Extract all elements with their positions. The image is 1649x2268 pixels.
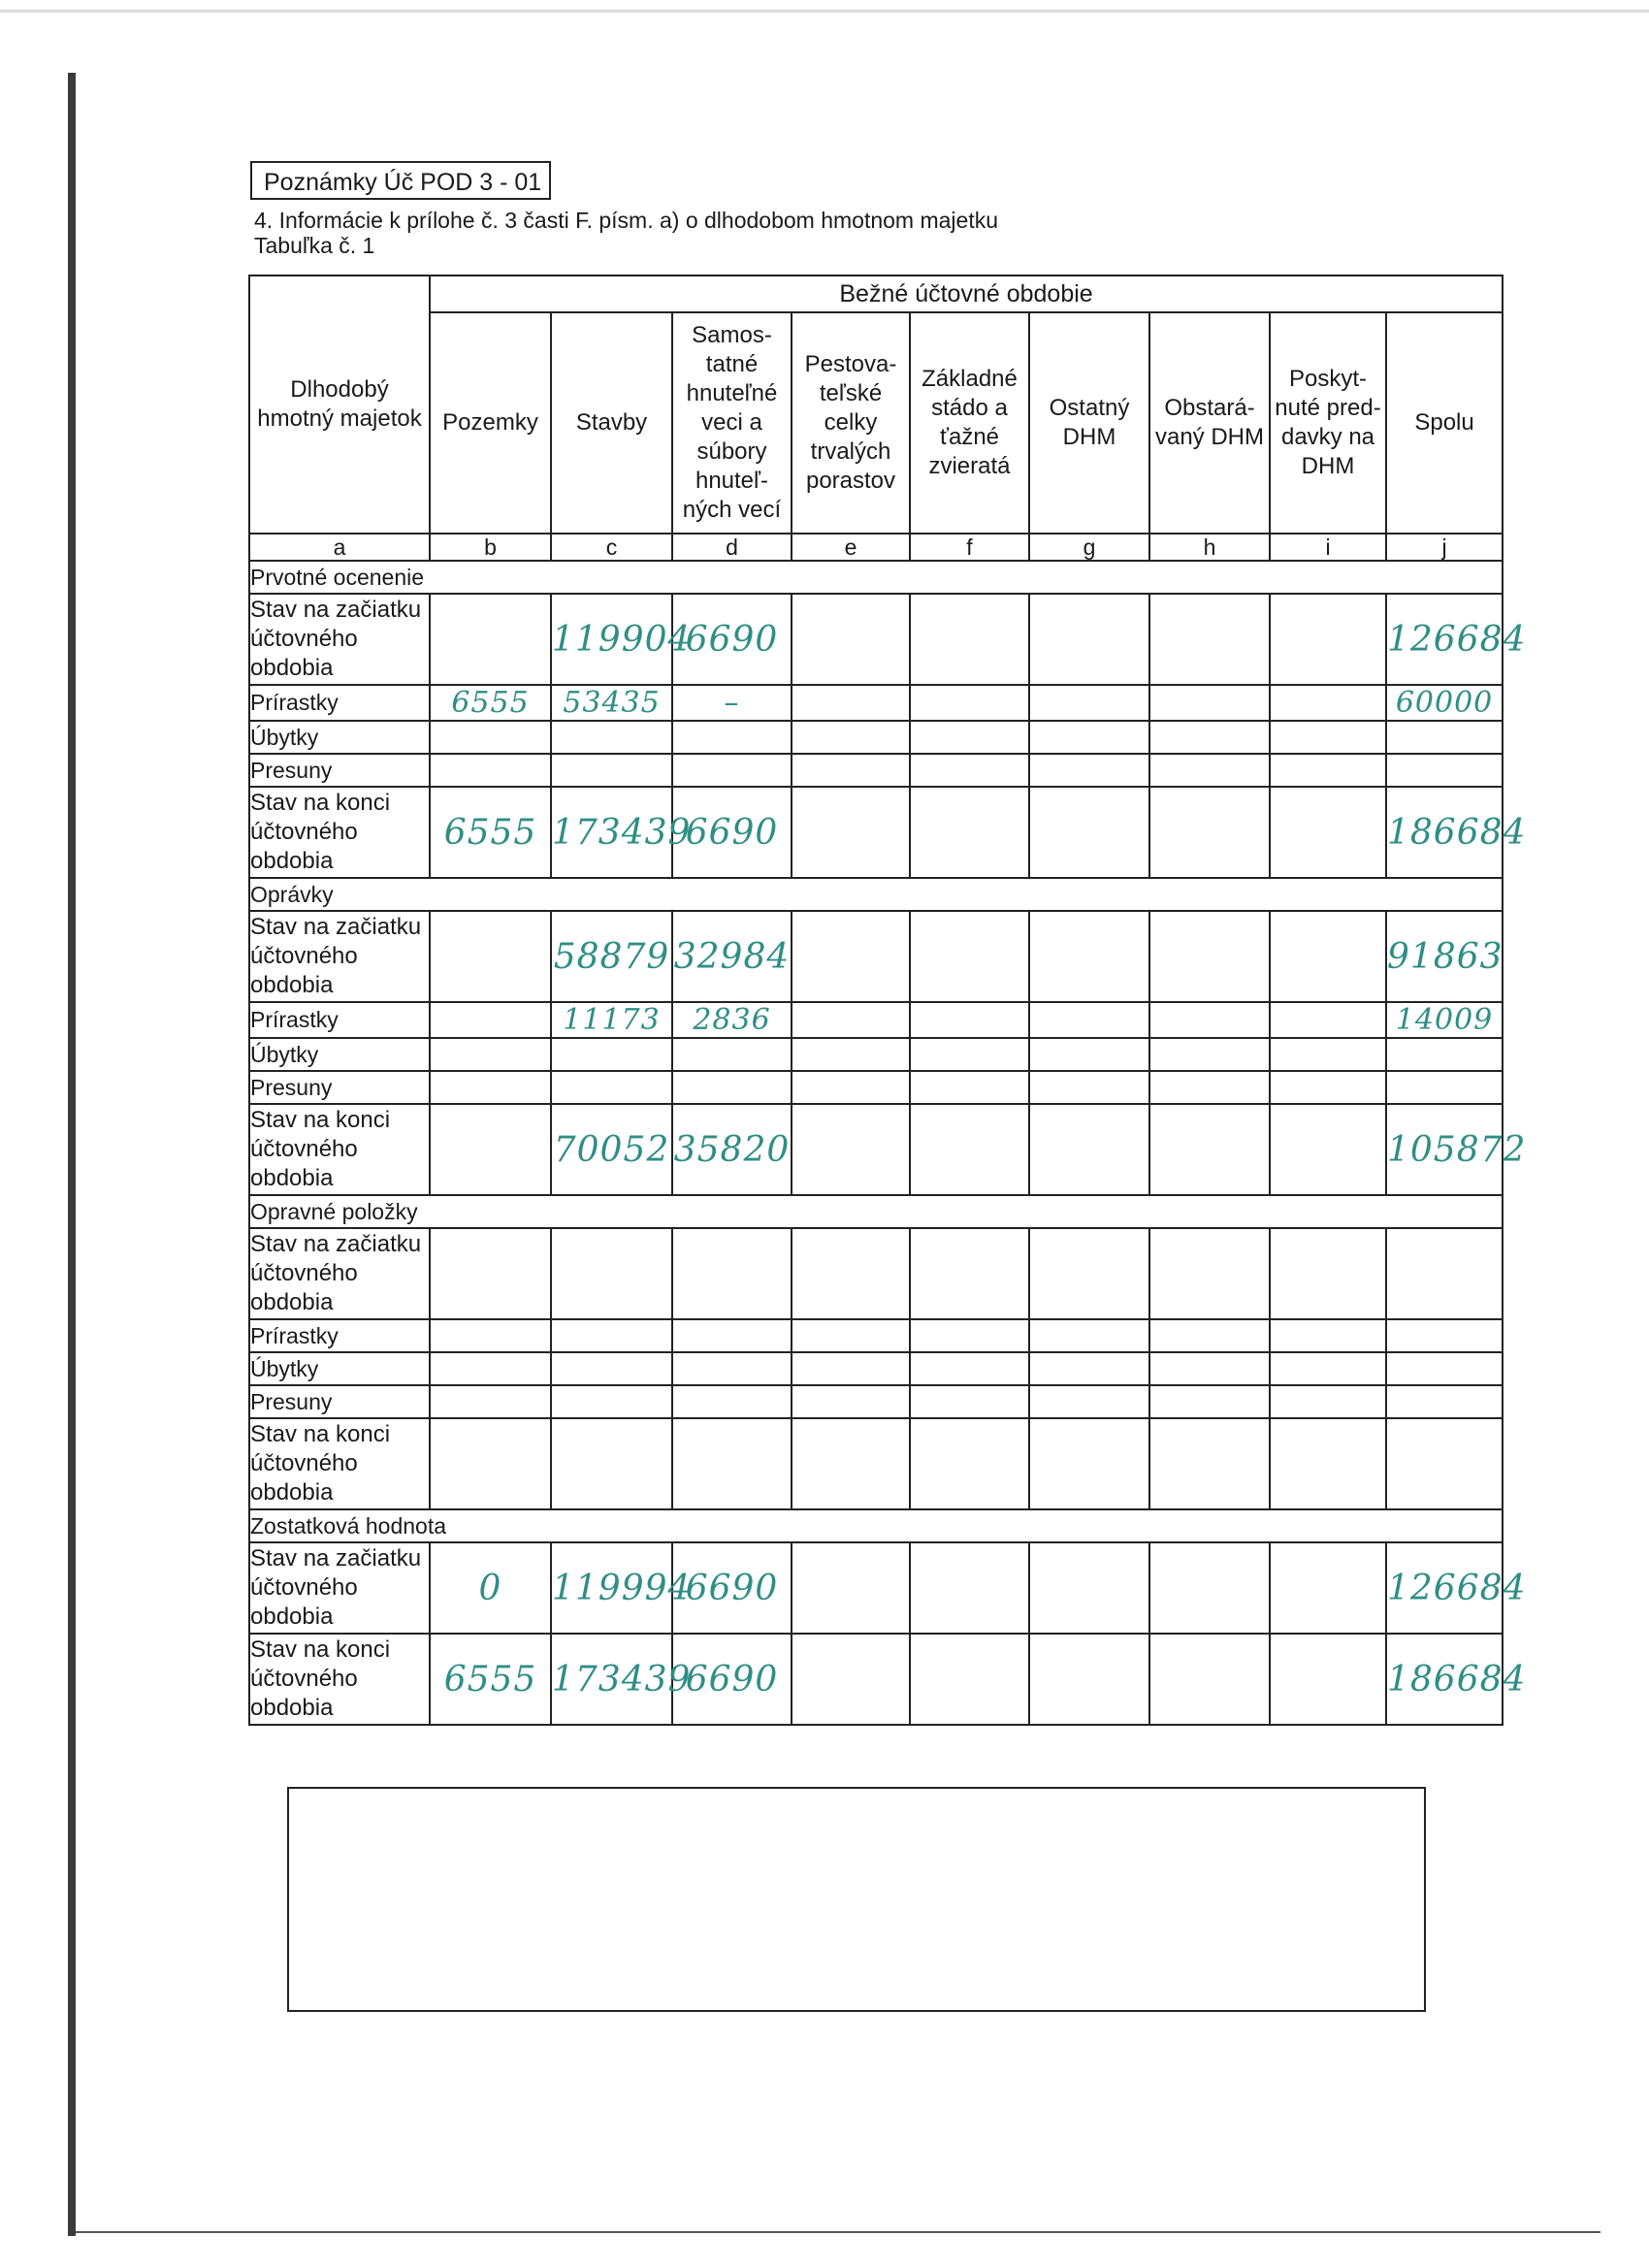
- table-row: [249, 1228, 1503, 1319]
- value-cell: [1029, 754, 1149, 787]
- page-heading: 4. Informácie k prílohe č. 3 časti F. písm. a) o dlhodobom hmotnom majetku: [254, 208, 999, 233]
- value-cell: [1386, 1071, 1503, 1104]
- row-label: Presuny: [249, 1385, 430, 1418]
- value-cell: [1029, 1071, 1149, 1104]
- value-cell: [1029, 685, 1149, 721]
- col-header: Obstará- vaný DHM: [1149, 312, 1270, 534]
- table-row: [249, 685, 1503, 721]
- value-cell: 6555: [430, 1634, 551, 1725]
- col-header: Pestova- teľské celky trvalých porastov: [792, 312, 910, 534]
- col-letter: g: [1029, 534, 1149, 561]
- value-cell: [551, 1385, 672, 1418]
- value-cell: [792, 1071, 910, 1104]
- value-cell: 70052: [551, 1104, 672, 1195]
- value-cell: 6690: [672, 1542, 792, 1634]
- value-cell: [792, 787, 910, 878]
- table-row: [249, 721, 1503, 754]
- value-cell: [1029, 1002, 1149, 1038]
- value-cell: [1270, 1002, 1386, 1038]
- value-cell: [1270, 685, 1386, 721]
- scan-edge-top: [0, 10, 1649, 13]
- value-cell: [910, 1319, 1029, 1352]
- value-cell: [1029, 1104, 1149, 1195]
- value-cell: [1149, 1002, 1270, 1038]
- value-cell: [1270, 1352, 1386, 1385]
- section-row: [249, 1195, 1503, 1228]
- col-header: Základné stádo a ťažné zvieratá: [910, 312, 1029, 534]
- value-cell: [430, 594, 551, 685]
- value-cell: 6555: [430, 787, 551, 878]
- value-cell: [1270, 1319, 1386, 1352]
- value-cell: [672, 1385, 792, 1418]
- value-cell: [551, 1418, 672, 1509]
- section-title: Opravné položky: [249, 1195, 1503, 1228]
- value-cell: [1149, 1228, 1270, 1319]
- value-cell: [1029, 1418, 1149, 1509]
- row-label: Úbytky: [249, 721, 430, 754]
- row-label: Prírastky: [249, 1319, 430, 1352]
- value-cell: 6690: [672, 594, 792, 685]
- value-cell: [430, 1385, 551, 1418]
- section-row: [249, 878, 1503, 911]
- value-cell: [910, 594, 1029, 685]
- value-cell: [792, 685, 910, 721]
- value-cell: 173439: [551, 1634, 672, 1725]
- value-cell: [430, 1418, 551, 1509]
- value-cell: [551, 1352, 672, 1385]
- value-cell: [910, 685, 1029, 721]
- value-cell: [1270, 1418, 1386, 1509]
- value-cell: [430, 1071, 551, 1104]
- value-cell: [1149, 685, 1270, 721]
- value-cell: [1149, 1071, 1270, 1104]
- row-label: Stav na konci účtovného obdobia: [249, 787, 430, 878]
- form-code-box: Poznámky Úč POD 3 - 01: [250, 161, 551, 200]
- col-header: Samos- tatné hnuteľné veci a súbory hnuteľ- ných vecí: [672, 312, 792, 534]
- row-label: Presuny: [249, 1071, 430, 1104]
- row-header: Dlhodobý hmotný majetok: [249, 275, 430, 534]
- table-row: [249, 1542, 1503, 1634]
- value-cell: [1270, 594, 1386, 685]
- value-cell: [1149, 1038, 1270, 1071]
- value-cell: [1386, 721, 1503, 754]
- value-cell: [910, 1542, 1029, 1634]
- value-cell: [792, 1228, 910, 1319]
- value-cell: 35820: [672, 1104, 792, 1195]
- column-letters: [249, 534, 1503, 561]
- value-cell: [910, 1385, 1029, 1418]
- row-label: Úbytky: [249, 1038, 430, 1071]
- value-cell: [910, 1071, 1029, 1104]
- value-cell: [910, 1352, 1029, 1385]
- value-cell: 2836: [672, 1002, 792, 1038]
- value-cell: 53435: [551, 685, 672, 721]
- table-row: [249, 1385, 1503, 1418]
- value-cell: 6690: [672, 787, 792, 878]
- value-cell: 105872: [1386, 1104, 1503, 1195]
- table-row: [249, 1038, 1503, 1071]
- value-cell: [672, 1071, 792, 1104]
- col-header: Ostatný DHM: [1029, 312, 1149, 534]
- value-cell: [792, 1352, 910, 1385]
- row-label: Stav na konci účtovného obdobia: [249, 1104, 430, 1195]
- value-cell: [672, 754, 792, 787]
- value-cell: [1270, 1071, 1386, 1104]
- value-cell: [1029, 1038, 1149, 1071]
- table-row: [249, 1634, 1503, 1725]
- value-cell: [430, 1104, 551, 1195]
- value-cell: [910, 1418, 1029, 1509]
- value-cell: [430, 1352, 551, 1385]
- value-cell: [1386, 1319, 1503, 1352]
- value-cell: [1386, 1418, 1503, 1509]
- value-cell: [1029, 911, 1149, 1002]
- value-cell: [1149, 911, 1270, 1002]
- value-cell: [1270, 911, 1386, 1002]
- value-cell: [792, 1319, 910, 1352]
- value-cell: 119904: [551, 594, 672, 685]
- value-cell: [1270, 1104, 1386, 1195]
- col-letter: i: [1270, 534, 1386, 561]
- value-cell: 6555: [430, 685, 551, 721]
- value-cell: [1270, 754, 1386, 787]
- value-cell: [1149, 721, 1270, 754]
- value-cell: [910, 787, 1029, 878]
- value-cell: [792, 721, 910, 754]
- value-cell: [1386, 1038, 1503, 1071]
- value-cell: [1029, 1542, 1149, 1634]
- value-cell: 11173: [551, 1002, 672, 1038]
- value-cell: [551, 1228, 672, 1319]
- row-label: Stav na začiatku účtovného obdobia: [249, 594, 430, 685]
- scan-edge-left: [68, 73, 76, 2236]
- value-cell: [1029, 721, 1149, 754]
- value-cell: [1029, 1352, 1149, 1385]
- value-cell: 126684: [1386, 594, 1503, 685]
- value-cell: [792, 1542, 910, 1634]
- table-number: Tabuľka č. 1: [254, 233, 375, 258]
- value-cell: 32984: [672, 911, 792, 1002]
- value-cell: 14009: [1386, 1002, 1503, 1038]
- row-label: Stav na začiatku účtovného obdobia: [249, 911, 430, 1002]
- value-cell: 91863: [1386, 911, 1503, 1002]
- table-row: [249, 1104, 1503, 1195]
- value-cell: [672, 1228, 792, 1319]
- value-cell: [910, 1002, 1029, 1038]
- column-headers: [249, 312, 1503, 534]
- value-cell: [430, 1319, 551, 1352]
- value-cell: [672, 1418, 792, 1509]
- value-cell: [430, 721, 551, 754]
- value-cell: [910, 754, 1029, 787]
- value-cell: [792, 1418, 910, 1509]
- col-letter: e: [792, 534, 910, 561]
- value-cell: [1149, 1104, 1270, 1195]
- table-row: [249, 754, 1503, 787]
- table-row: [249, 787, 1503, 878]
- value-cell: [551, 754, 672, 787]
- row-label: Prírastky: [249, 1002, 430, 1038]
- value-cell: [1149, 1418, 1270, 1509]
- col-header: Stavby: [551, 312, 672, 534]
- col-header: Pozemky: [430, 312, 551, 534]
- period-header: Bežné účtovné obdobie: [430, 275, 1503, 312]
- col-letter: j: [1386, 534, 1503, 561]
- section-title: Prvotné ocenenie: [249, 561, 1503, 594]
- value-cell: [430, 754, 551, 787]
- value-cell: [1149, 1542, 1270, 1634]
- table-row: [249, 1352, 1503, 1385]
- col-letter: f: [910, 534, 1029, 561]
- value-cell: –: [672, 685, 792, 721]
- table-body: [249, 561, 1527, 1725]
- table-row: [249, 1002, 1503, 1038]
- value-cell: [1149, 1319, 1270, 1352]
- row-label: Stav na začiatku účtovného obdobia: [249, 1228, 430, 1319]
- value-cell: [1029, 1634, 1149, 1725]
- value-cell: [1270, 1228, 1386, 1319]
- value-cell: [792, 1002, 910, 1038]
- value-cell: [551, 1038, 672, 1071]
- col-header: Poskyt- nuté pred- davky na DHM: [1270, 312, 1386, 534]
- table-row: [249, 911, 1503, 1002]
- row-label: Stav na konci účtovného obdobia: [249, 1418, 430, 1509]
- value-cell: 126684: [1386, 1542, 1503, 1634]
- col-letter: b: [430, 534, 551, 561]
- value-cell: [1149, 754, 1270, 787]
- col-header: Spolu: [1386, 312, 1503, 534]
- value-cell: [1149, 1352, 1270, 1385]
- value-cell: [430, 1038, 551, 1071]
- row-label: Prírastky: [249, 685, 430, 721]
- value-cell: [1149, 594, 1270, 685]
- scan-edge-bottom: [76, 2231, 1600, 2233]
- col-letter: h: [1149, 534, 1270, 561]
- col-letter: d: [672, 534, 792, 561]
- col-letter: a: [249, 534, 430, 561]
- value-cell: [672, 721, 792, 754]
- value-cell: [1270, 1385, 1386, 1418]
- value-cell: [910, 721, 1029, 754]
- value-cell: [1149, 787, 1270, 878]
- value-cell: 186684: [1386, 787, 1503, 878]
- section-row: [249, 1509, 1503, 1542]
- value-cell: [792, 1634, 910, 1725]
- value-cell: [1029, 1228, 1149, 1319]
- value-cell: [1386, 754, 1503, 787]
- table-row: [249, 1319, 1503, 1352]
- table-row: [249, 594, 1503, 685]
- value-cell: [792, 1104, 910, 1195]
- value-cell: [1270, 1634, 1386, 1725]
- value-cell: [430, 1228, 551, 1319]
- value-cell: [910, 1104, 1029, 1195]
- value-cell: [910, 1634, 1029, 1725]
- value-cell: [1029, 1385, 1149, 1418]
- notes-box: [287, 1787, 1426, 2012]
- value-cell: [1029, 594, 1149, 685]
- value-cell: [551, 1319, 672, 1352]
- value-cell: [1386, 1228, 1503, 1319]
- row-label: Úbytky: [249, 1352, 430, 1385]
- value-cell: [792, 594, 910, 685]
- value-cell: [672, 1038, 792, 1071]
- row-label: Stav na začiatku účtovného obdobia: [249, 1542, 430, 1634]
- value-cell: [430, 1002, 551, 1038]
- value-cell: [551, 721, 672, 754]
- value-cell: [1386, 1385, 1503, 1418]
- value-cell: [910, 1228, 1029, 1319]
- value-cell: [1270, 787, 1386, 878]
- section-title: Oprávky: [249, 878, 1503, 911]
- value-cell: [1149, 1385, 1270, 1418]
- value-cell: 58879: [551, 911, 672, 1002]
- row-label: Stav na konci účtovného obdobia: [249, 1634, 430, 1725]
- value-cell: [792, 754, 910, 787]
- asset-table: [248, 275, 1527, 1726]
- value-cell: 60000: [1386, 685, 1503, 721]
- value-cell: [1270, 1542, 1386, 1634]
- value-cell: [792, 911, 910, 1002]
- value-cell: [672, 1319, 792, 1352]
- value-cell: [1270, 1038, 1386, 1071]
- section-title: Zostatková hodnota: [249, 1509, 1503, 1542]
- table-row: [249, 1418, 1503, 1509]
- value-cell: [1149, 1634, 1270, 1725]
- value-cell: [792, 1385, 910, 1418]
- value-cell: 0: [430, 1542, 551, 1634]
- value-cell: [1029, 787, 1149, 878]
- value-cell: [910, 1038, 1029, 1071]
- value-cell: [910, 911, 1029, 1002]
- value-cell: 173439: [551, 787, 672, 878]
- value-cell: 186684: [1386, 1634, 1503, 1725]
- value-cell: [1029, 1319, 1149, 1352]
- col-letter: c: [551, 534, 672, 561]
- value-cell: 119994: [551, 1542, 672, 1634]
- value-cell: [1386, 1352, 1503, 1385]
- section-row: [249, 561, 1503, 594]
- value-cell: 6690: [672, 1634, 792, 1725]
- value-cell: [430, 911, 551, 1002]
- value-cell: [792, 1038, 910, 1071]
- table-row: [249, 1071, 1503, 1104]
- value-cell: [551, 1071, 672, 1104]
- value-cell: [672, 1352, 792, 1385]
- row-label: Presuny: [249, 754, 430, 787]
- value-cell: [1270, 721, 1386, 754]
